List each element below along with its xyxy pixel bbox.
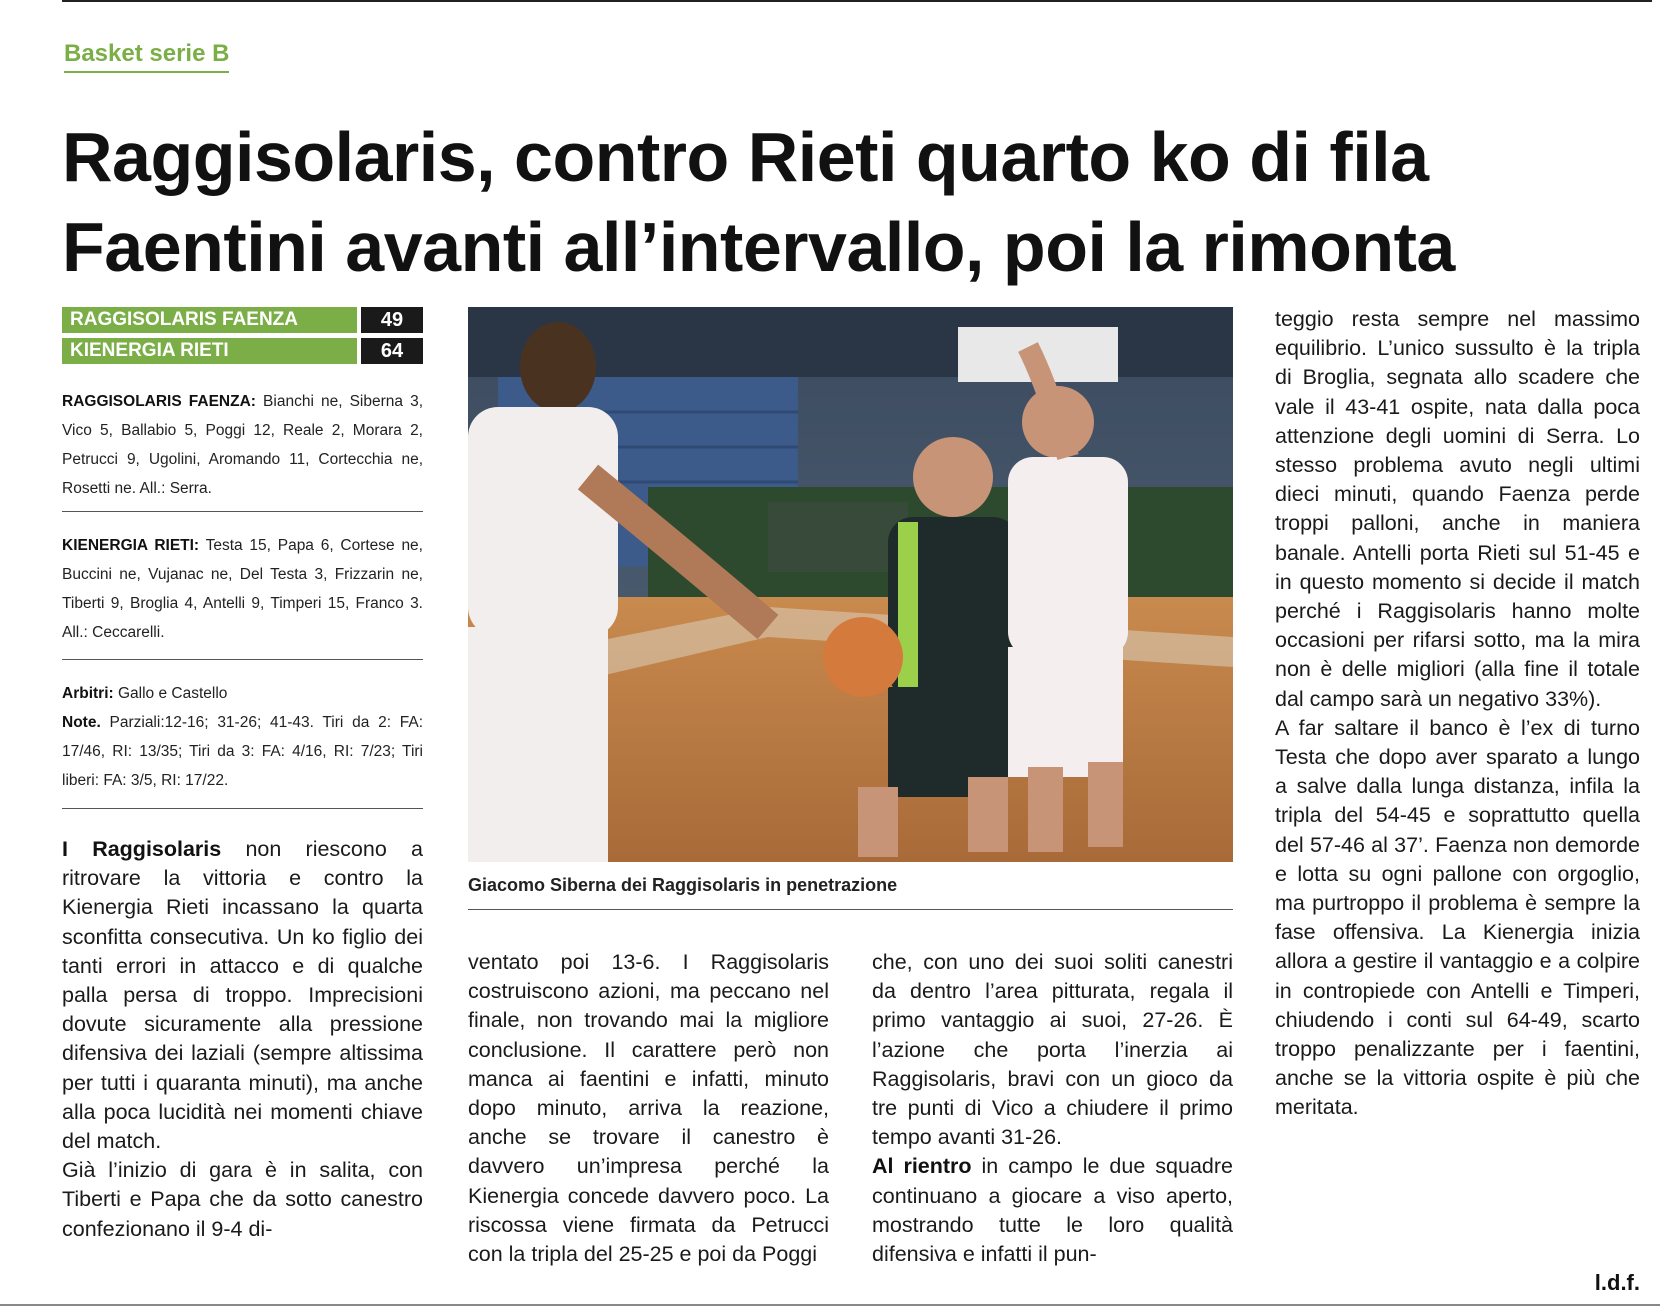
away-lineup-players: Testa 15, Papa 6, Cortese ne, Buccini ne, Vujanac ne, Del Testa 3, Frizzarin ne, Tiberti 9, Broglia 4, Antelli 9, Timperi 15, Franco 3. All.: Ceccarelli.: [62, 537, 423, 641]
notes-label: Note.: [62, 714, 101, 731]
referees-label: Arbitri:: [62, 685, 114, 702]
referees-value: Gallo e Castello: [117, 685, 228, 702]
lead-paragraph: [62, 835, 423, 1156]
article-column-3: [872, 948, 1233, 1269]
home-team-name: RAGGISOLARIS FAENZA: [62, 307, 357, 333]
home-lineup: [62, 387, 423, 503]
score-row-away: [62, 338, 423, 364]
paragraph-text: in campo le due squadre continuano a giocare a viso aperto, mostrando tutte le loro qualità difensiva e infatti il pun-: [872, 1154, 1233, 1267]
basketball-photo-illustration: [468, 307, 1233, 862]
paragraph: A far saltare il banco è l’ex di turno Testa che dopo aver sparato a lungo a salve dalla lunga distanza, infila la tripla del 54-45 e soprattutto quella del 57-46 al 37’. Faenza non demorde e lotta su ogni pallone con orgoglio, ma purtroppo il problema è sempre la fase offensiva. La Kienergia inizia allora a gestire il vantaggio e a colpire in contropiede con Antelli e Timperi, chiudendo i conti sul 64-49, scarto troppo penalizzante per i faentini, anche se la vittoria ospite è più che meritata.: [1275, 715, 1640, 1120]
home-lineup-label: RAGGISOLARIS FAENZA:: [62, 393, 256, 410]
article-column-1: [62, 835, 423, 1244]
divider: [62, 659, 423, 660]
headline-line-2: Faentini avanti all’intervallo, poi la rimonta: [62, 208, 1455, 286]
home-lineup-players: Bianchi ne, Siberna 3, Vico 5, Ballabio 5, Poggi 12, Reale 2, Morara 2, Petrucci 9, Ugolini, Aromando 11, Cortecchia ne, Rosetti ne. All.: Serra.: [62, 393, 424, 497]
photo-caption: Giacomo Siberna dei Raggisolaris in penetrazione: [468, 875, 898, 895]
notes-line: [62, 708, 423, 795]
divider: [62, 511, 423, 512]
divider: [62, 808, 423, 809]
section-label: Basket serie B: [64, 40, 229, 73]
away-lineup: [62, 531, 423, 647]
paragraph: [872, 1152, 1233, 1269]
paragraph: teggio resta sempre nel massimo equilibrio. L’unico sussulto è la tripla di Broglia, segnata allo scadere che vale il 43-41 ospite, nata dalla poca attenzione degli uomini di Serra. Lo stesso problema avuto negli ultimi dieci minuti, quando Faenza perde troppi palloni, anche in maniera banale. Antelli porta Rieti sul 51-45 e in questo momento si decide il match perché i Raggisolaris hanno molte occasioni per rifarsi sotto, ma la mira non è delle migliori (alla fine il totale dal campo sarà un negativo 33%).: [1275, 307, 1640, 711]
paragraph: ventato poi 13-6. I Raggisolaris costruiscono azioni, ma peccano nel finale, non trovando mai la migliore conclusione. Il carattere però non manca ai faentini e infatti, minuto dopo minuto, arriva la reazione, anche se trovare il canestro è davvero un’impresa perché la Kienergia concede davvero poco. La riscossa viene firmata da Petrucci con la tripla del 25-25 e poi da Poggi: [468, 950, 829, 1267]
score-row-home: [62, 307, 423, 333]
notes-value: Parziali:12-16; 31-26; 41-43. Tiri da 2: FA: 17/46, RI: 13/35; Tiri da 3: FA: 4/16, RI: 7/23; Tiri liberi: FA: 3/5, RI: 17/22.: [62, 714, 423, 789]
match-info: [62, 679, 423, 795]
subhead-bold: Al rientro: [872, 1154, 972, 1179]
away-team-name: KIENERGIA RIETI: [62, 338, 357, 364]
article-column-2: [468, 948, 829, 1269]
paragraph: Già l’inizio di gara è in salita, con Tiberti e Papa che da sotto canestro confezionano il 9-4 di-: [62, 1158, 423, 1241]
lead-bold: I Raggisolaris: [62, 837, 222, 861]
referees-line: [62, 679, 423, 708]
home-team-score: 49: [361, 307, 423, 333]
headline: [62, 112, 1652, 292]
paragraph: che, con uno dei suoi soliti canestri da dentro l’area pitturata, regala il primo vantaggio ai suoi, 27-26. È l’azione che porta l’inerzia ai Raggisolaris, bravi con un gioco da tre punti di Vico a chiudere il primo tempo avanti 31-26.: [872, 950, 1233, 1150]
article-column-4: [1275, 305, 1640, 1123]
article-photo: [468, 307, 1233, 862]
away-lineup-label: KIENERGIA RIETI:: [62, 537, 200, 554]
away-team-score: 64: [361, 338, 423, 364]
top-rule: [62, 0, 1652, 2]
author-signature: l.d.f.: [1594, 1270, 1640, 1295]
caption-rule: [468, 909, 1233, 910]
lead-text: non riescono a ritrovare la vittoria e contro la Kienergia Rieti incassano la quarta sconfitta consecutiva. Un ko figlio dei tanti errori in attacco e di qualche palla persa di troppo. Imprecisioni dovute sicuramente alla pressione difensiva dei laziali (sempre altissima per tutti i quaranta minuti), ma anche alla poca lucidità nei momenti chiave del match.: [62, 837, 423, 1154]
bottom-rule: [0, 1304, 1660, 1306]
headline-line-1: Raggisolaris, contro Rieti quarto ko di fila: [62, 118, 1429, 196]
